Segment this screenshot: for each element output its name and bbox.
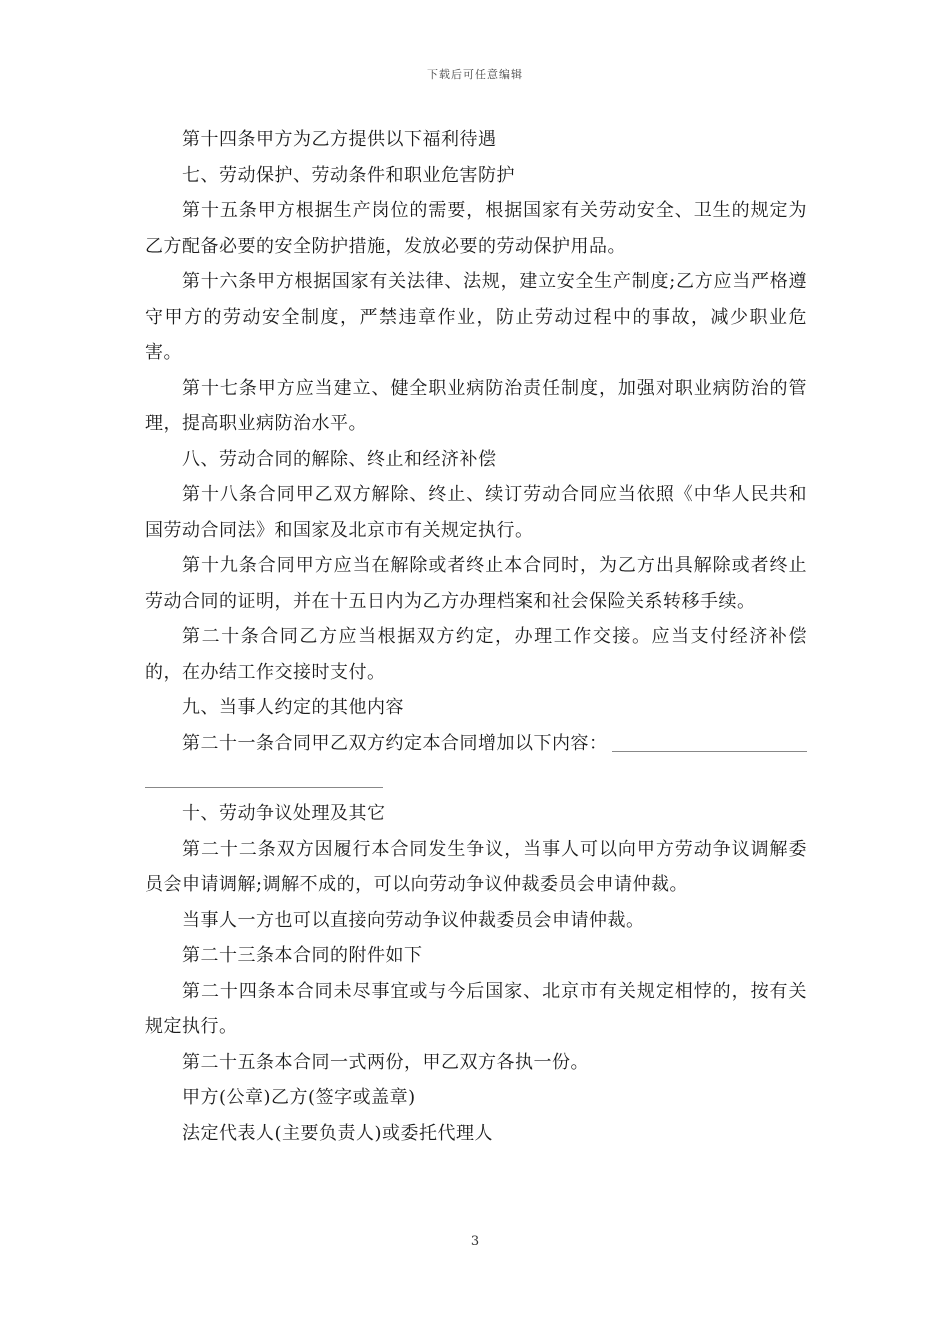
paragraph: 第二十四条本合同未尽事宜或与今后国家、北京市有关规定相悖的，按有关规定执行。 bbox=[145, 980, 807, 1037]
blank-clause-row bbox=[145, 726, 807, 762]
page-header: 下载后可任意编辑 bbox=[427, 68, 523, 81]
signature-line-parties: 甲方(公章)乙方(签字或盖章) bbox=[182, 1087, 416, 1108]
paragraph: 第十四条甲方为乙方提供以下福利待遇 bbox=[182, 129, 497, 150]
paragraph: 第二十三条本合同的附件如下 bbox=[182, 945, 423, 966]
fill-in-blank-line bbox=[612, 751, 808, 752]
paragraph: 当事人一方也可以直接向劳动争议仲裁委员会申请仲裁。 bbox=[182, 909, 645, 931]
section-heading: 九、当事人约定的其他内容 bbox=[182, 697, 404, 718]
section-heading: 七、劳动保护、劳动条件和职业危害防护 bbox=[182, 164, 515, 186]
blank-clause-label: 第二十一条合同甲乙双方约定本合同增加以下内容： bbox=[182, 732, 608, 754]
document-body bbox=[145, 122, 807, 1151]
page-number: 3 bbox=[470, 1234, 480, 1249]
paragraph: 第十五条甲方根据生产岗位的需要，根据国家有关劳动安全、卫生的规定为乙方配备必要的安全防护措施，发放必要的劳动保护用品。 bbox=[145, 200, 807, 257]
paragraph: 第十八条合同甲乙双方解除、终止、续订劳动合同应当依照《中华人民共和国劳动合同法》和国家及北京市有关规定执行。 bbox=[145, 484, 807, 541]
section-heading: 八、劳动合同的解除、终止和经济补偿 bbox=[182, 448, 497, 470]
fill-in-blank-line-continued bbox=[145, 761, 383, 788]
paragraph: 第十七条甲方应当建立、健全职业病防治责任制度，加强对职业病防治的管理，提高职业病防治水平。 bbox=[145, 377, 807, 434]
signature-line-representative: 法定代表人(主要负责人)或委托代理人 bbox=[182, 1122, 494, 1144]
paragraph: 第二十二条双方因履行本合同发生争议，当事人可以向甲方劳动争议调解委员会申请调解;调解不成的，可以向劳动争议仲裁委员会申请仲裁。 bbox=[145, 838, 807, 895]
paragraph: 第十九条合同甲方应当在解除或者终止本合同时，为乙方出具解除或者终止劳动合同的证明，并在十五日内为乙方办理档案和社会保险关系转移手续。 bbox=[145, 555, 807, 612]
section-heading: 十、劳动争议处理及其它 bbox=[182, 803, 386, 824]
paragraph: 第十六条甲方根据国家有关法律、法规，建立安全生产制度;乙方应当严格遵守甲方的劳动安全制度，严禁违章作业，防止劳动过程中的事故，减少职业危害。 bbox=[145, 271, 807, 363]
paragraph: 第二十五条本合同一式两份，甲乙双方各执一份。 bbox=[182, 1051, 589, 1073]
paragraph: 第二十条合同乙方应当根据双方约定，办理工作交接。应当支付经济补偿的，在办结工作交接时支付。 bbox=[145, 626, 807, 683]
